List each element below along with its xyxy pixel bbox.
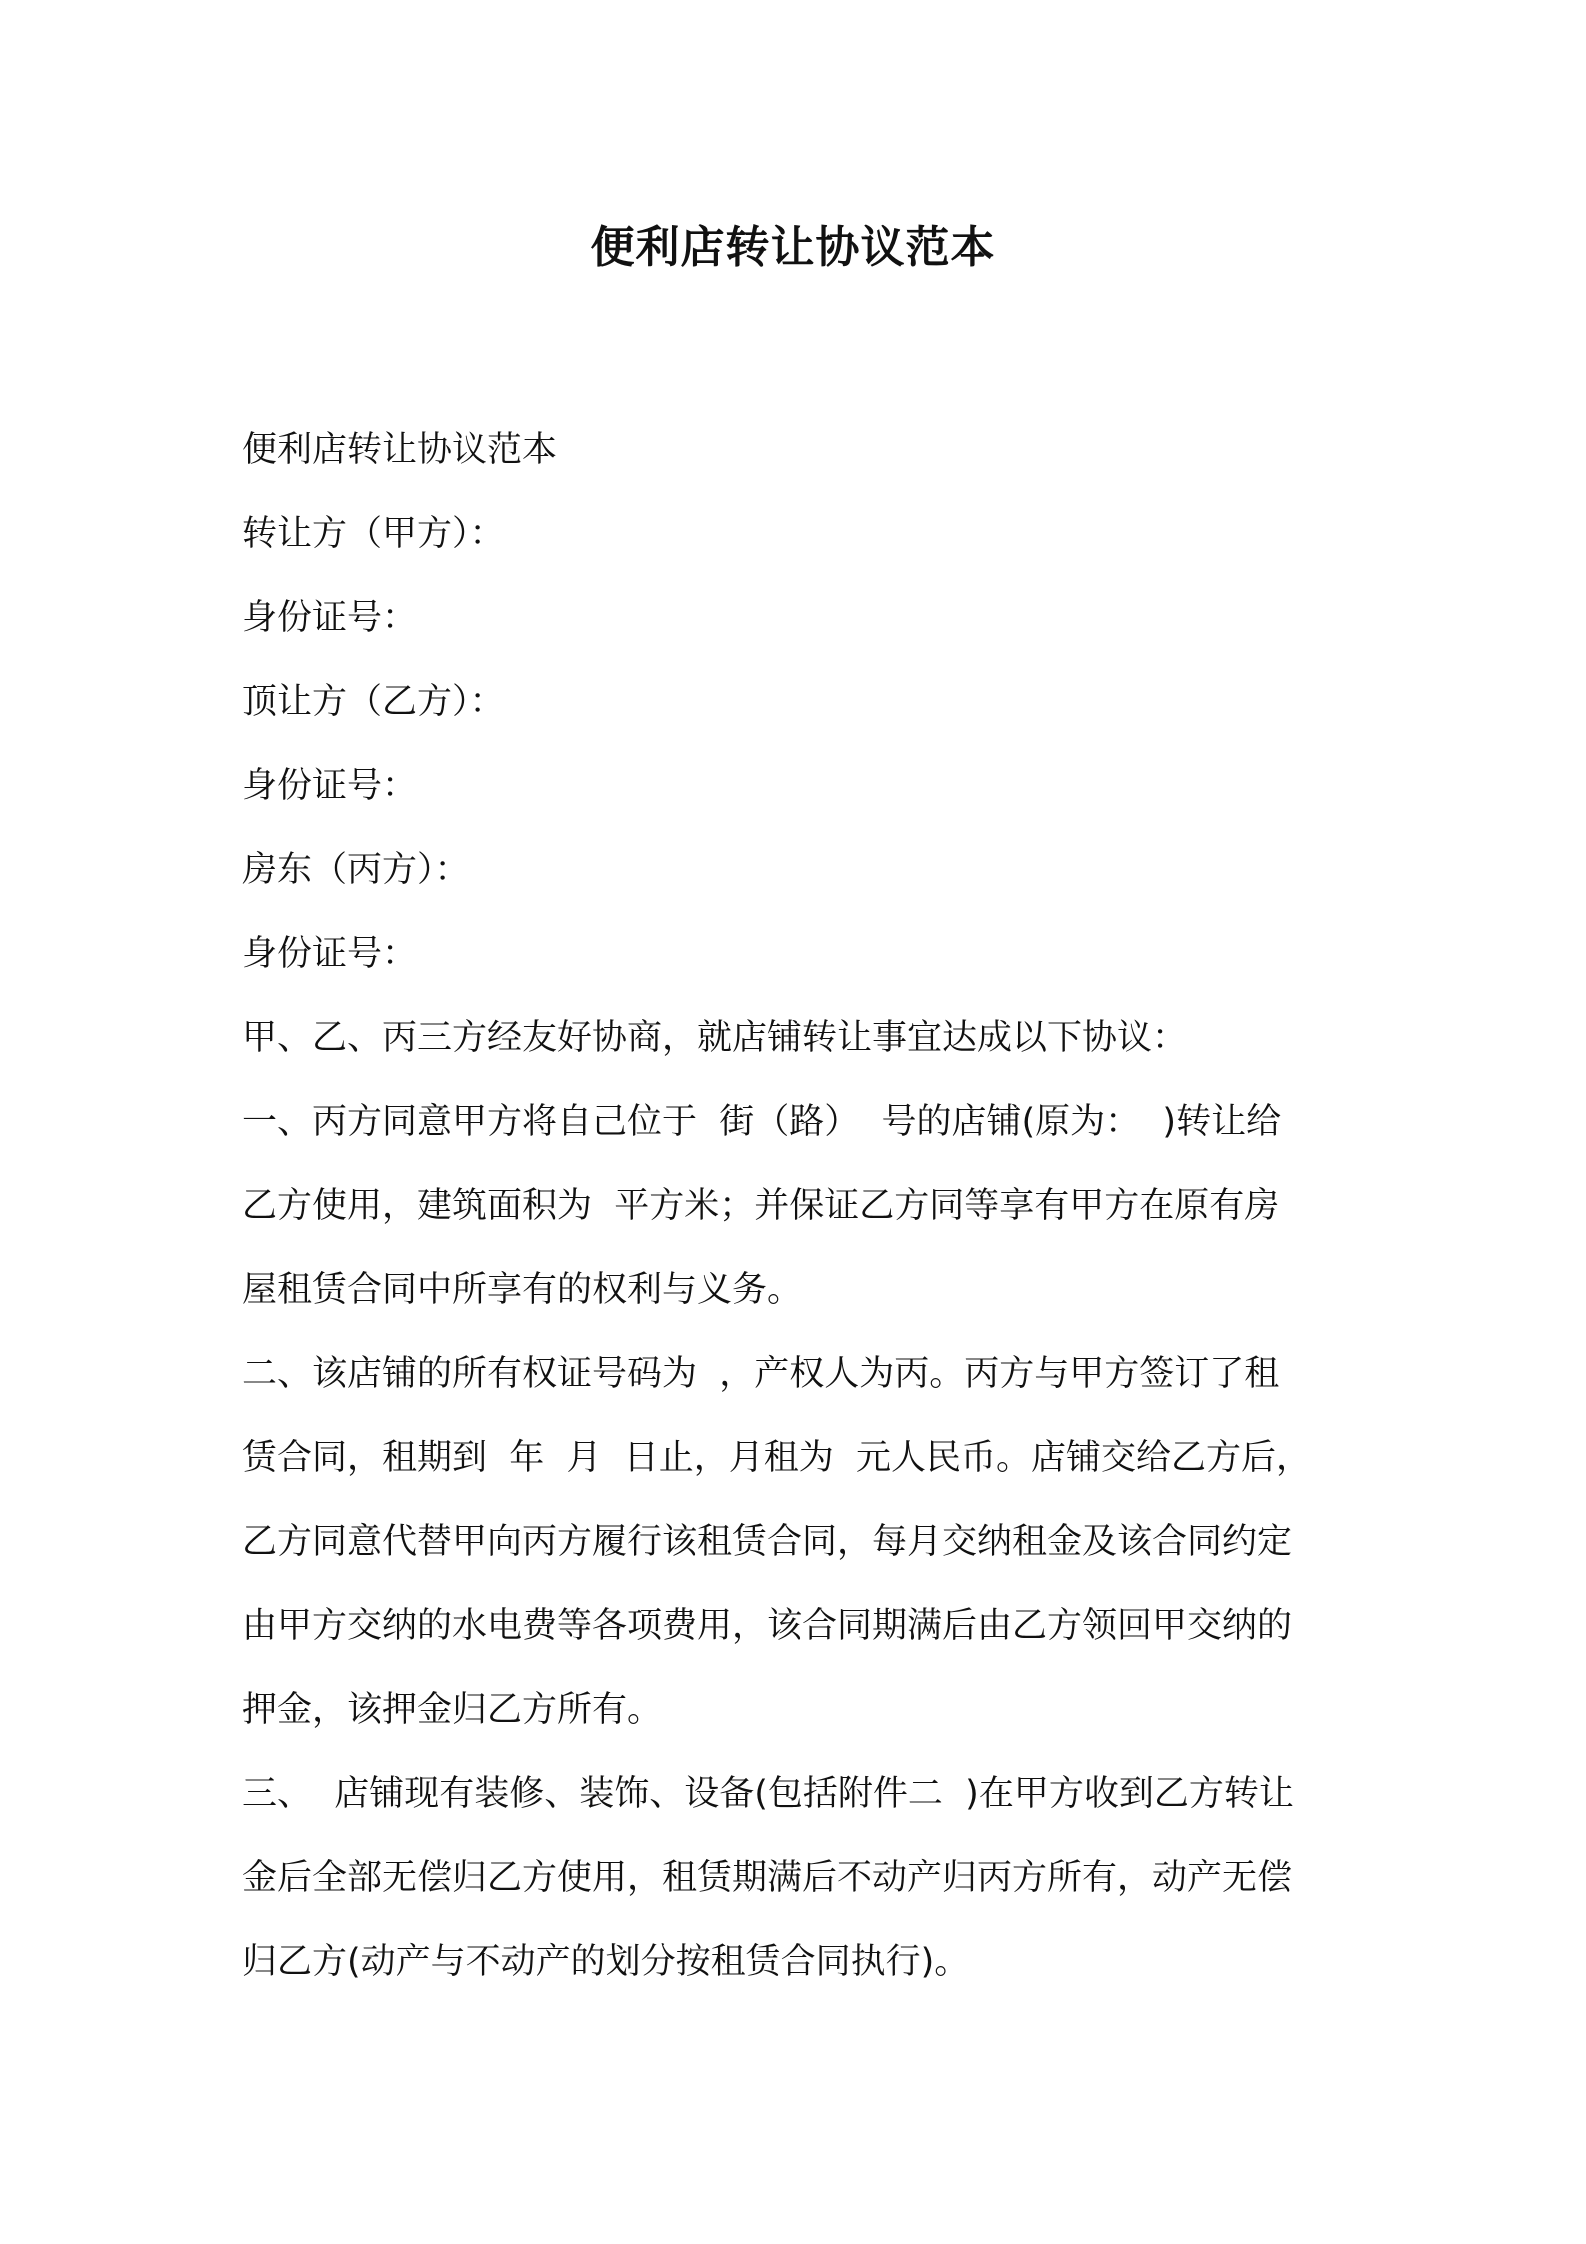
clause-3-line-1: 三、 店铺现有装修、装饰、设备(包括附件二 )在甲方收到乙方转让 (242, 1774, 1294, 1814)
clause-2-line-2: 赁合同，租期到 年 月 日止，月租为 元人民币。店铺交给乙方后， (242, 1438, 1312, 1478)
party-transferor: 转让方（甲方）： (242, 514, 505, 554)
party-landlord: 房东（丙方）： (242, 850, 470, 890)
party-transferor-id: 身份证号： (242, 598, 418, 638)
clause-1-line-2: 乙方使用，建筑面积为 平方米；并保证乙方同等享有甲方在原有房 (242, 1186, 1280, 1226)
document-title: 便利店转让协议范本 (590, 222, 996, 273)
party-transferee-id: 身份证号： (242, 766, 418, 806)
clause-3-line-2: 金后全部无偿归乙方使用，租赁期满后不动产归丙方所有，动产无偿 (242, 1858, 1293, 1898)
clause-2-line-5: 押金，该押金归乙方所有。 (242, 1690, 663, 1730)
party-transferee: 顶让方（乙方）： (242, 682, 505, 722)
party-landlord-id: 身份证号： (242, 934, 418, 974)
document-subtitle: 便利店转让协议范本 (242, 430, 558, 470)
clause-1-line-1: 一、丙方同意甲方将自己位于 街（路） 号的店铺(原为： )转让给 (242, 1102, 1282, 1142)
document-body (242, 408, 1362, 2004)
clause-1-line-3: 屋租赁合同中所享有的权利与义务。 (242, 1270, 803, 1310)
clause-2-line-4: 由甲方交纳的水电费等各项费用，该合同期满后由乙方领回甲交纳的 (242, 1606, 1293, 1646)
clause-3-line-3: 归乙方(动产与不动产的划分按租赁合同执行)。 (242, 1942, 970, 1982)
agreement-intro: 甲、乙、丙三方经友好协商，就店铺转让事宜达成以下协议： (242, 1018, 1188, 1058)
clause-2-line-3: 乙方同意代替甲向丙方履行该租赁合同，每月交纳租金及该合同约定 (242, 1522, 1293, 1562)
clause-2-line-1: 二、该店铺的所有权证号码为 ，产权人为丙。丙方与甲方签订了租 (242, 1354, 1280, 1394)
